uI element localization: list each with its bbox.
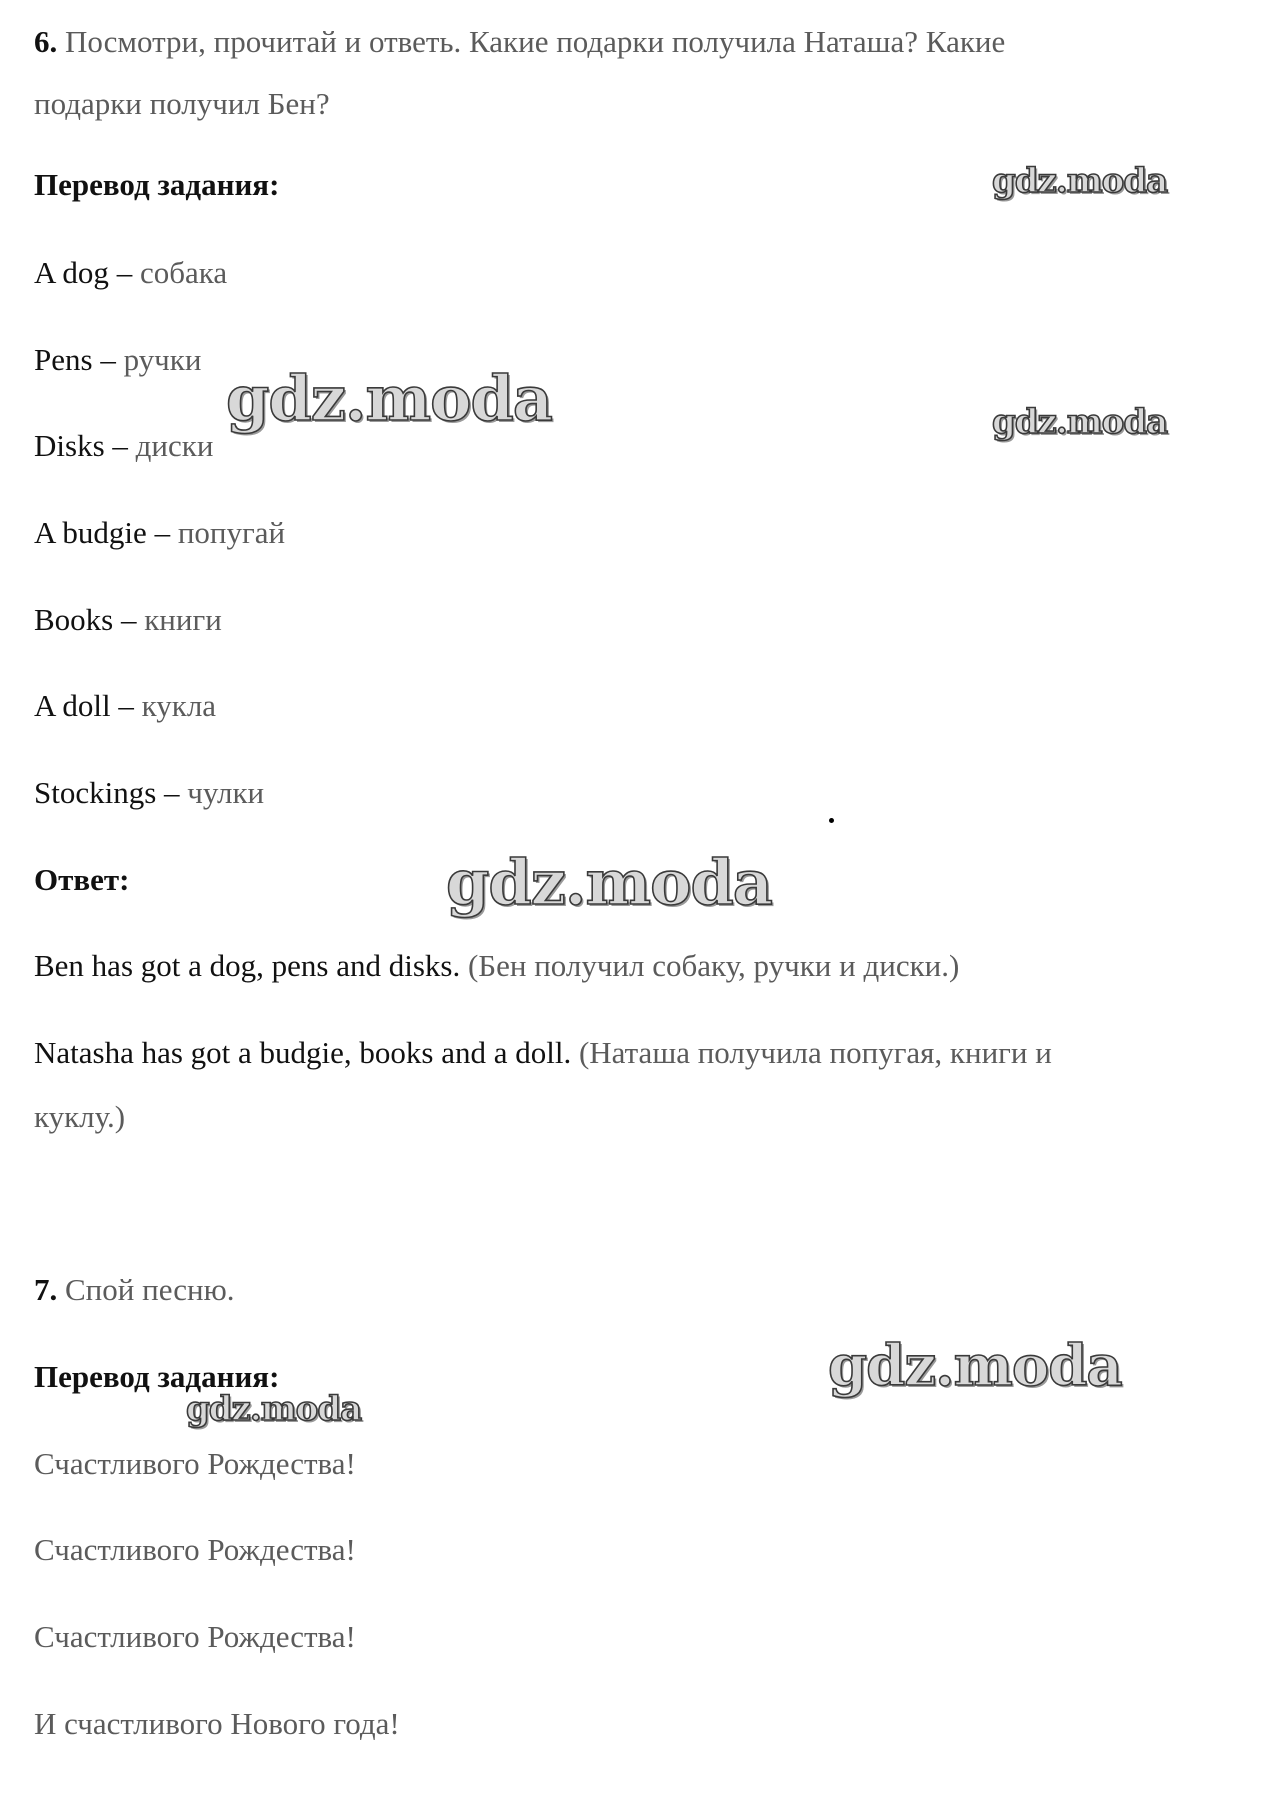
task6-question-text: Посмотри, прочитай и ответь. Какие подарки получила Наташа? Какие (65, 24, 1006, 59)
answer-en: Ben has got a dog, pens and disks. (34, 948, 461, 983)
song-line: И счастливого Нового года! (34, 1706, 400, 1741)
answer-line (34, 946, 959, 986)
vocab-en: Disks (34, 428, 105, 463)
vocab-dash: – (116, 255, 133, 290)
vocab-en: Books (34, 602, 114, 637)
task6-question-line2: подарки получил Бен? (34, 86, 330, 121)
task7-translation-heading: Перевод задания: (34, 1359, 280, 1394)
stray-dot (829, 818, 834, 823)
answer-ru: (Бен получил собаку, ручки и диски.) (467, 948, 960, 983)
vocab-ru: диски (135, 428, 214, 463)
vocab-ru: попугай (177, 515, 286, 550)
vocab-en: Stockings (34, 775, 157, 810)
vocab-item (34, 600, 222, 640)
vocab-en: A dog (34, 255, 109, 290)
task7-question-text: Спой песню. (65, 1272, 235, 1307)
answer-continuation: куклу.) (34, 1099, 126, 1134)
vocab-ru: книги (144, 602, 222, 637)
task6-translation-heading: Перевод задания: (34, 167, 280, 202)
vocab-ru: ручки (123, 342, 202, 377)
vocab-item (34, 686, 216, 726)
vocab-ru: кукла (141, 688, 217, 723)
watermark: gdz.moda (226, 362, 552, 435)
task7-number: 7. (34, 1272, 58, 1307)
task6-question-line1 (34, 22, 1005, 62)
vocab-item (34, 253, 227, 293)
vocab-ru: чулки (187, 775, 265, 810)
watermark: gdz.moda (992, 161, 1168, 201)
watermark: gdz.moda (992, 402, 1168, 442)
song-line: Счастливого Рождества! (34, 1532, 356, 1567)
answer-line (34, 1033, 1052, 1073)
song-line: Счастливого Рождества! (34, 1446, 356, 1481)
vocab-dash: – (118, 688, 134, 723)
vocab-item (34, 426, 213, 466)
vocab-dash: – (154, 515, 171, 550)
vocab-item (34, 773, 264, 813)
task7-question (34, 1270, 235, 1310)
watermark: gdz.moda (186, 1389, 362, 1429)
watermark: gdz.moda (446, 846, 772, 919)
song-line: Счастливого Рождества! (34, 1619, 356, 1654)
answer-en: Natasha has got a budgie, books and a doll. (34, 1035, 572, 1070)
vocab-item (34, 340, 201, 380)
vocab-ru: собака (139, 255, 228, 290)
vocab-dash: – (121, 602, 137, 637)
vocab-en: A doll (34, 688, 111, 723)
answer-ru: (Наташа получила попугая, книги и (578, 1035, 1052, 1070)
watermark: gdz.moda (828, 1333, 1122, 1399)
vocab-item (34, 513, 285, 553)
vocab-en: Pens (34, 342, 93, 377)
task6-number: 6. (34, 24, 58, 59)
vocab-dash: – (100, 342, 116, 377)
task6-answer-heading: Ответ: (34, 862, 130, 897)
vocab-dash: – (164, 775, 180, 810)
vocab-dash: – (112, 428, 128, 463)
vocab-en: A budgie (34, 515, 147, 550)
